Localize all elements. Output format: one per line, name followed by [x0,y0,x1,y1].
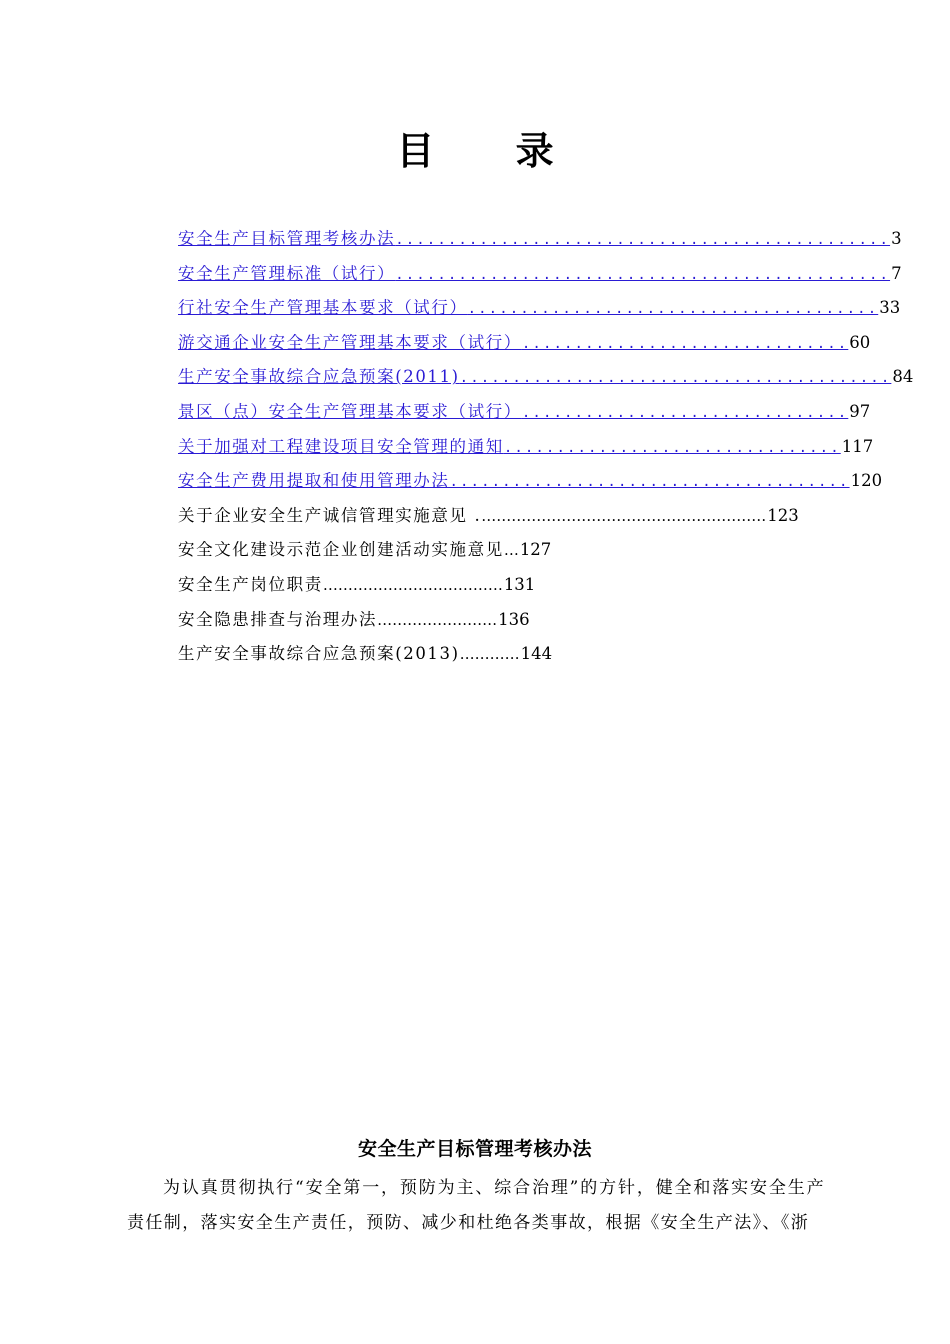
toc-entry-page: 131 [503,574,536,594]
toc-entry-leader: … [503,541,519,560]
toc-entry-page: 3 [891,229,902,248]
toc-entry-leader[interactable]: ............................................... [395,232,891,248]
body-paragraph: 为认真贯彻执行“安全第一，预防为主、综合治理”的方针，健全和落实安全生产责任制，落实安全生产责任，预防、减少和杜绝各类事故，根据《安全生产法》、《浙 [127,1178,825,1233]
toc-entry-title[interactable]: 关于加强对工程建设项目安全管理的通知 [178,436,504,456]
toc-entry[interactable] [178,434,874,469]
toc-entry-title[interactable]: 景区（点）安全生产管理基本要求（试行） [178,401,522,421]
toc-entry[interactable] [178,330,871,365]
toc-entry-title[interactable]: 行社安全生产管理基本要求（试行） [178,298,468,318]
toc-entry-title[interactable]: 安全生产目标管理考核办法 [178,229,396,248]
toc-entry-page: 120 [850,471,883,491]
toc-entry-leader[interactable]: ............................... [521,404,849,421]
toc-entry[interactable] [178,295,901,330]
toc-title: 目 录 [396,129,588,173]
toc-entry-page: 136 [498,609,530,629]
toc-entry-leader: ………… [459,645,520,664]
toc-entry-leader[interactable]: ............................................... [395,266,891,283]
toc-entry-page: 7 [891,263,902,283]
table-of-contents [178,226,914,676]
toc-entry[interactable] [178,261,902,296]
toc-entry-title: 安全文化建设示范企业创建活动实施意见 [178,540,504,560]
toc-entry-title: 关于企业安全生产诚信管理实施意见 . [178,505,482,525]
toc-entry [178,503,824,538]
toc-entry-page: 84 [892,367,914,387]
toc-entry-title[interactable]: 游交通企业安全生产管理基本要求（试行） [178,332,522,352]
toc-entry-title[interactable]: 生产安全事故综合应急预案(2011) [178,367,460,387]
toc-entry[interactable] [178,226,902,261]
section-heading: 安全生产目标管理考核办法 [357,1138,592,1160]
toc-entry-title[interactable]: 安全生产管理标准（试行） [178,263,396,283]
toc-entry-title: 安全隐患排查与治理办法 [178,609,378,629]
toc-entry-page: 33 [879,298,901,318]
toc-entry-leader: …………………… [377,610,498,629]
toc-entry-page: 127 [519,540,552,560]
toc-entry-title: 安全生产岗位职责 [178,574,323,594]
toc-entry [178,572,824,607]
toc-entry[interactable] [178,468,883,503]
toc-entry-leader[interactable]: ....................................... [467,301,879,318]
toc-entry [178,641,824,676]
toc-entry-page: 117 [841,436,874,456]
toc-entry-leader: ………………………………………………… [481,506,767,525]
toc-entry-page: 97 [849,401,871,421]
toc-entry-title: 生产安全事故综合应急预案(2013) [178,644,460,664]
toc-entry-leader: ……………………………… [322,575,503,594]
toc-entry [178,607,824,642]
toc-entry-page: 60 [849,332,871,352]
toc-entry-leader[interactable]: ............................... [521,335,849,352]
toc-entry-title[interactable]: 安全生产费用提取和使用管理办法 [178,471,450,491]
toc-entry[interactable] [178,364,914,399]
toc-entry[interactable] [178,399,871,434]
toc-entry-leader[interactable]: ................................ [503,439,841,456]
toc-entry-page: 144 [520,644,553,664]
toc-entry [178,537,824,572]
toc-entry-leader[interactable]: ...................................... [449,474,850,491]
toc-entry-page: 123 [767,505,799,525]
toc-entry-leader[interactable]: ......................................... [459,370,892,387]
